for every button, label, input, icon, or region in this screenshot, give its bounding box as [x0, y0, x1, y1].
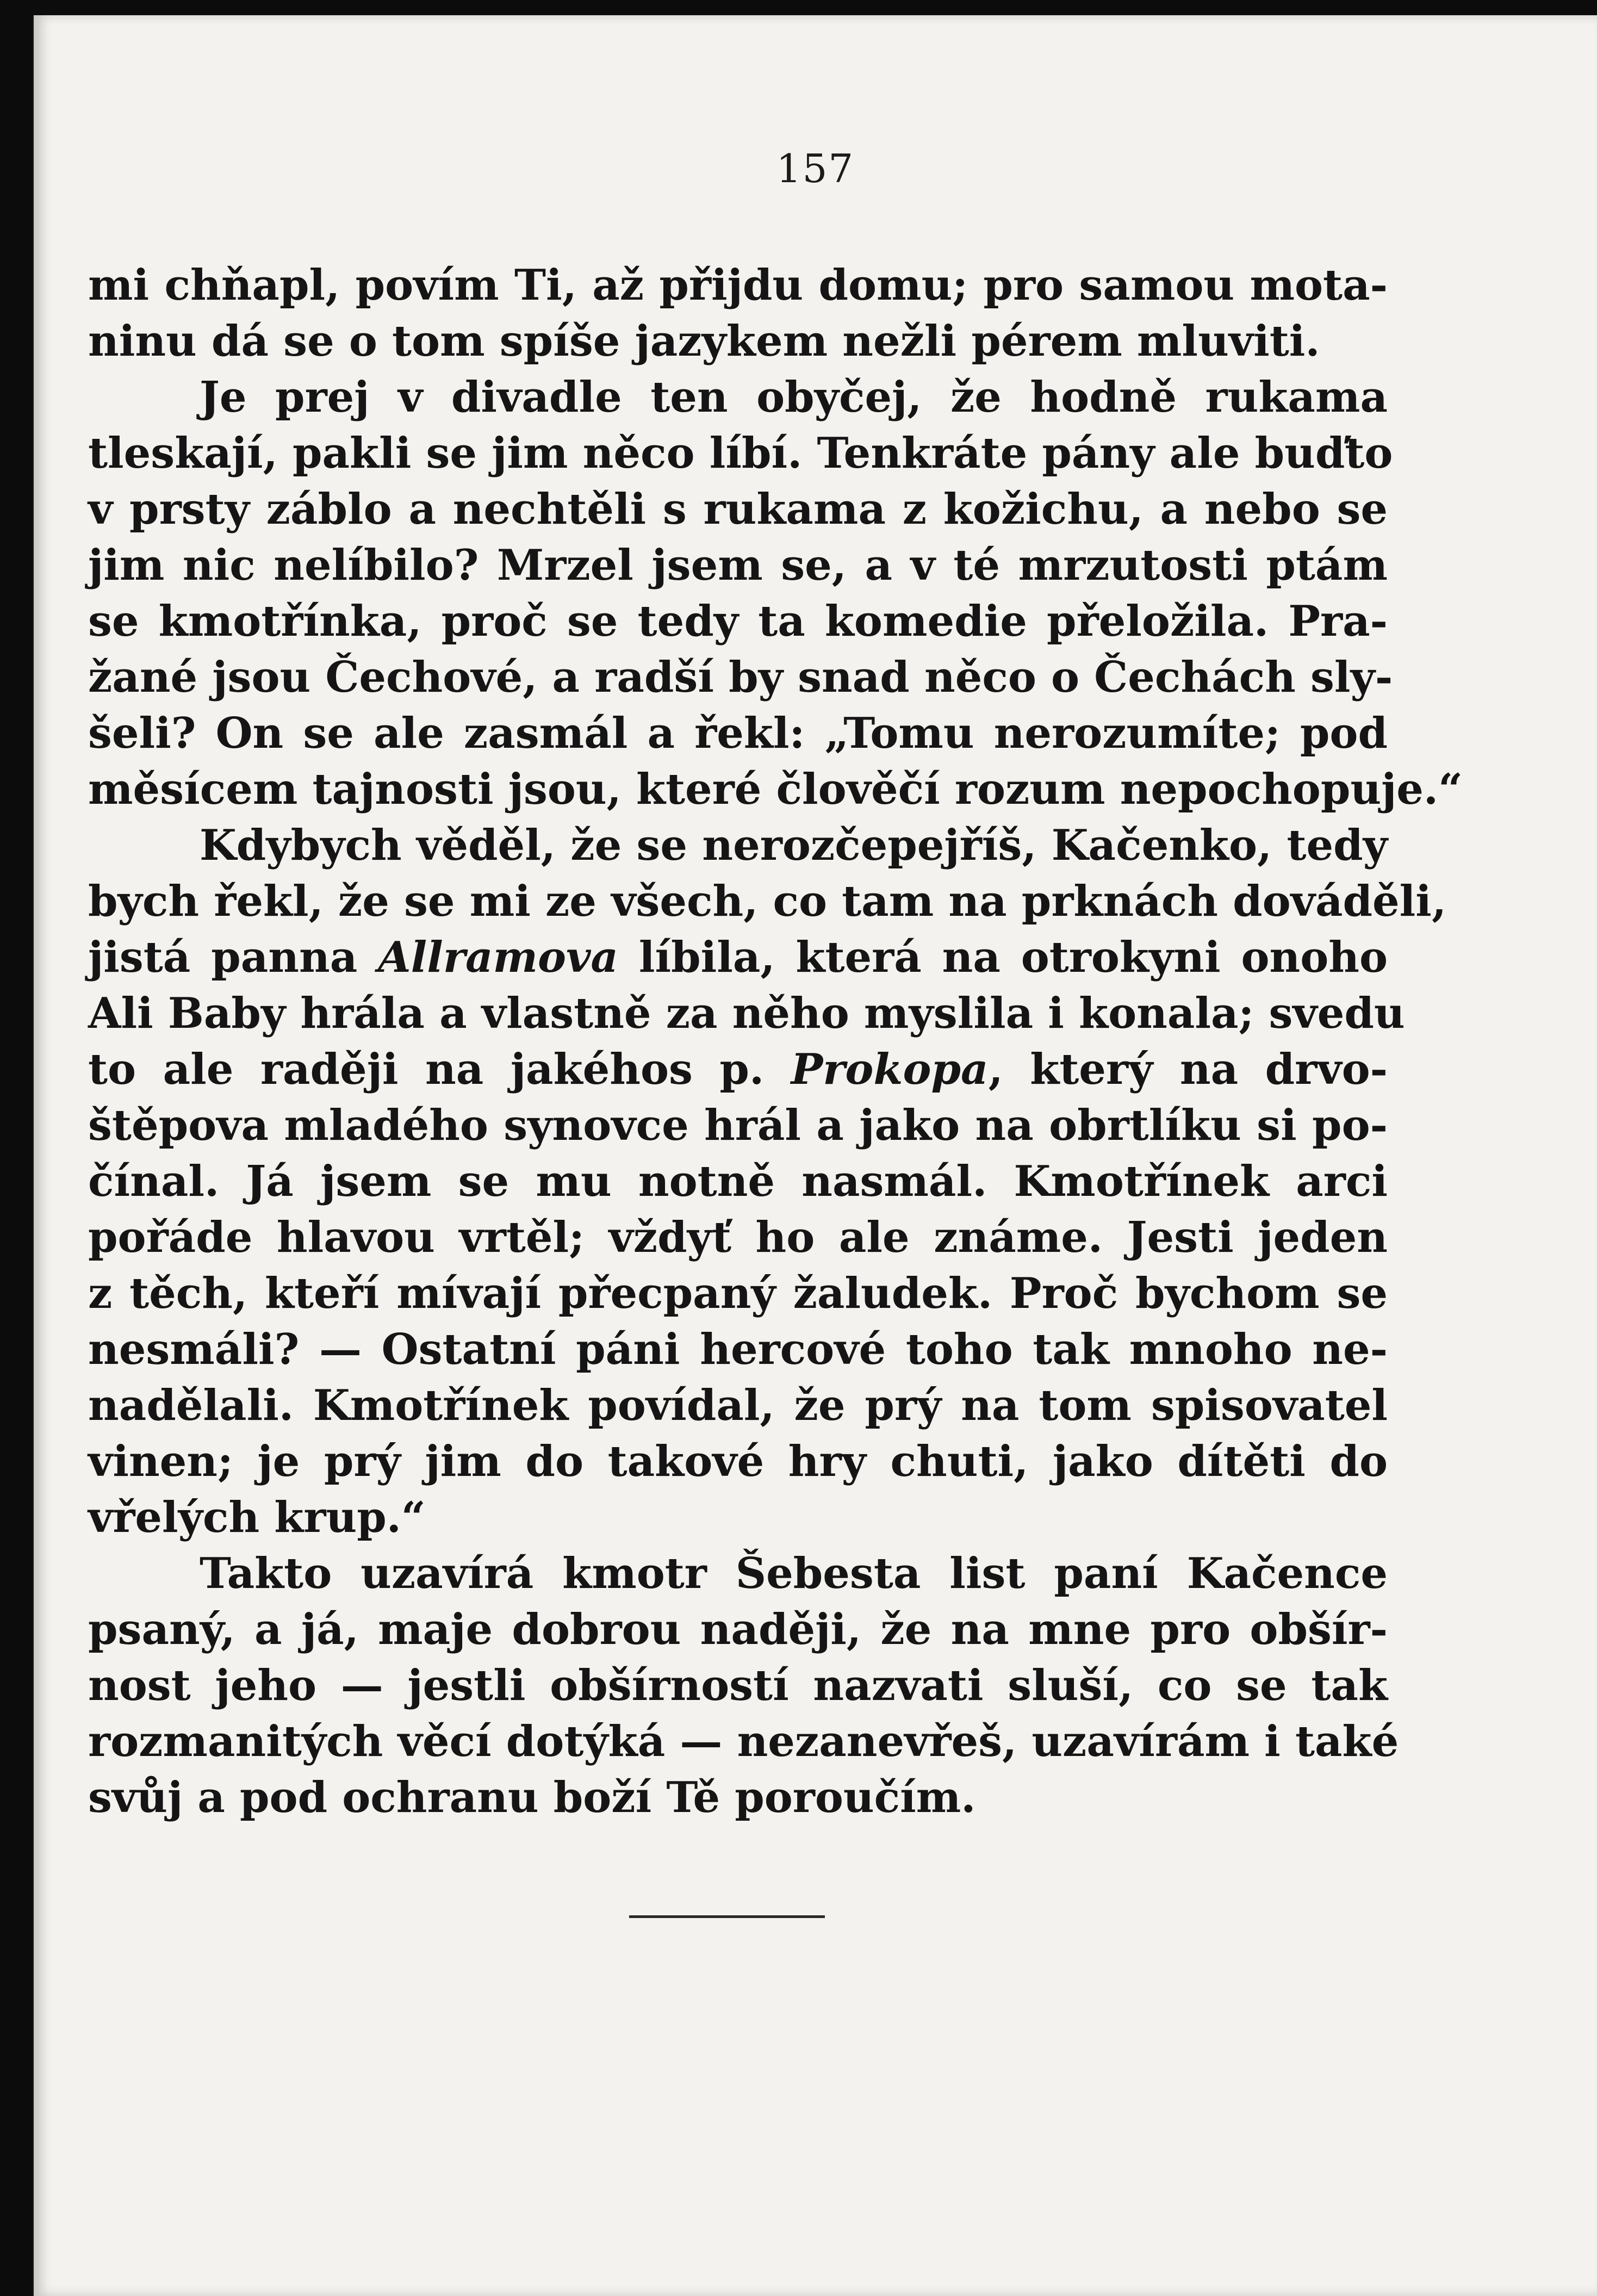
text-line	[88, 817, 1388, 873]
italic-name: Allramova	[378, 933, 618, 982]
text-segment: z těch, kteří mívají přecpaný žaludek. Proč bychom se	[88, 1269, 1388, 1318]
body-text	[88, 257, 1463, 1826]
text-line	[88, 1265, 1388, 1321]
text-segment: jim nic nelíbilo? Mrzel jsem se, a v té mrzutosti ptám	[88, 541, 1388, 590]
text-segment: Je prej v divadle ten obyčej, že hodně rukama	[200, 373, 1388, 422]
text-line	[88, 1153, 1388, 1209]
text-segment: líbila, která na otrokyni onoho	[618, 933, 1388, 982]
text-segment: vinen; je prý jim do takové hry chuti, jako dítěti do	[88, 1437, 1388, 1486]
text-line	[88, 593, 1388, 649]
text-line	[88, 705, 1388, 761]
text-line	[88, 537, 1388, 593]
text-line	[88, 313, 1388, 369]
text-line	[88, 1321, 1388, 1377]
text-line	[88, 1714, 1399, 1770]
text-segment: Takto uzavírá kmotr Šebesta list paní Kačence	[200, 1549, 1388, 1598]
text-segment: nadělali. Kmotřínek povídal, že prý na tom spisovatel	[88, 1381, 1388, 1430]
text-segment: Kdybych věděl, že se nerozčepejříš, Kačenko, tedy	[200, 821, 1388, 870]
scan-border-top	[0, 0, 1597, 15]
text-segment: šeli? On se ale zasmál a řekl: „Tomu nerozumíte; pod	[88, 709, 1388, 758]
text-segment: to ale raději na jakéhos p.	[88, 1045, 791, 1094]
book-page	[34, 15, 1597, 2296]
paragraph	[88, 817, 1447, 1546]
text-line	[88, 761, 1463, 817]
text-segment: ninu dá se o tom spíše jazykem nežli pérem mluviti.	[88, 317, 1320, 366]
text-line	[88, 1434, 1388, 1490]
text-line	[88, 1041, 1388, 1097]
paragraph	[88, 1546, 1399, 1826]
text-segment: pořáde hlavou vrtěl; vždyť ho ale známe. Jesti jeden	[88, 1213, 1388, 1262]
text-segment: nesmáli? — Ostatní páni hercové toho tak mnoho ne-	[88, 1325, 1388, 1374]
text-line	[88, 1097, 1388, 1153]
text-line	[88, 481, 1388, 537]
text-line	[88, 1602, 1388, 1658]
text-segment: štěpova mladého synovce hrál a jako na obrtlíku si po-	[88, 1101, 1388, 1150]
text-segment: psaný, a já, maje dobrou naději, že na mne pro obšír-	[88, 1605, 1388, 1654]
text-segment: měsícem tajnosti jsou, které člověčí rozum nepochopuje.“	[88, 765, 1463, 814]
text-segment: žané jsou Čechové, a radší by snad něco o Čechách sly-	[88, 653, 1393, 702]
text-segment: nost jeho — jestli obšírností nazvati sluší, co se tak	[88, 1661, 1388, 1710]
text-line	[88, 1209, 1388, 1265]
text-line	[88, 985, 1405, 1041]
text-line	[88, 873, 1447, 929]
text-segment: bych řekl, že se mi ze všech, co tam na prknách dováděli,	[88, 877, 1447, 926]
text-segment: se kmotřínka, proč se tedy ta komedie přeložila. Pra-	[88, 597, 1388, 646]
text-line	[88, 425, 1393, 481]
page-number: 157	[776, 146, 855, 191]
text-line	[88, 1658, 1388, 1714]
text-segment: čínal. Já jsem se mu notně nasmál. Kmotřínek arci	[88, 1157, 1388, 1206]
scan-border-left	[0, 0, 33, 2296]
text-segment: svůj a pod ochranu boží Tě poroučím.	[88, 1773, 976, 1822]
text-line	[88, 1546, 1388, 1602]
paragraph	[88, 369, 1463, 817]
text-segment: vřelých krup.“	[88, 1493, 426, 1542]
italic-name: Prokopa	[791, 1045, 989, 1094]
text-segment: v prsty záblo a nechtěli s rukama z kožichu, a nebo se	[88, 485, 1388, 534]
text-line	[88, 1377, 1388, 1434]
text-segment: , který na drvo-	[988, 1045, 1388, 1094]
end-rule	[629, 1915, 825, 1918]
text-segment: rozmanitých věcí dotýká — nezanevřeš, uzavírám i také	[88, 1717, 1399, 1766]
text-line	[88, 369, 1388, 425]
text-segment: Ali Baby hrála a vlastně za něho myslila i konala; svedu	[88, 989, 1405, 1038]
text-line	[88, 1490, 1388, 1546]
text-segment: tleskají, pakli se jim něco líbí. Tenkráte pány ale buďto	[88, 429, 1393, 478]
text-line	[88, 257, 1388, 313]
text-segment: jistá panna	[88, 933, 378, 982]
text-line	[88, 1770, 1388, 1826]
text-line	[88, 649, 1393, 705]
text-line	[88, 929, 1388, 985]
text-segment: mi chňapl, povím Ti, až přijdu domu; pro samou mota-	[88, 260, 1388, 310]
paragraph	[88, 257, 1388, 369]
